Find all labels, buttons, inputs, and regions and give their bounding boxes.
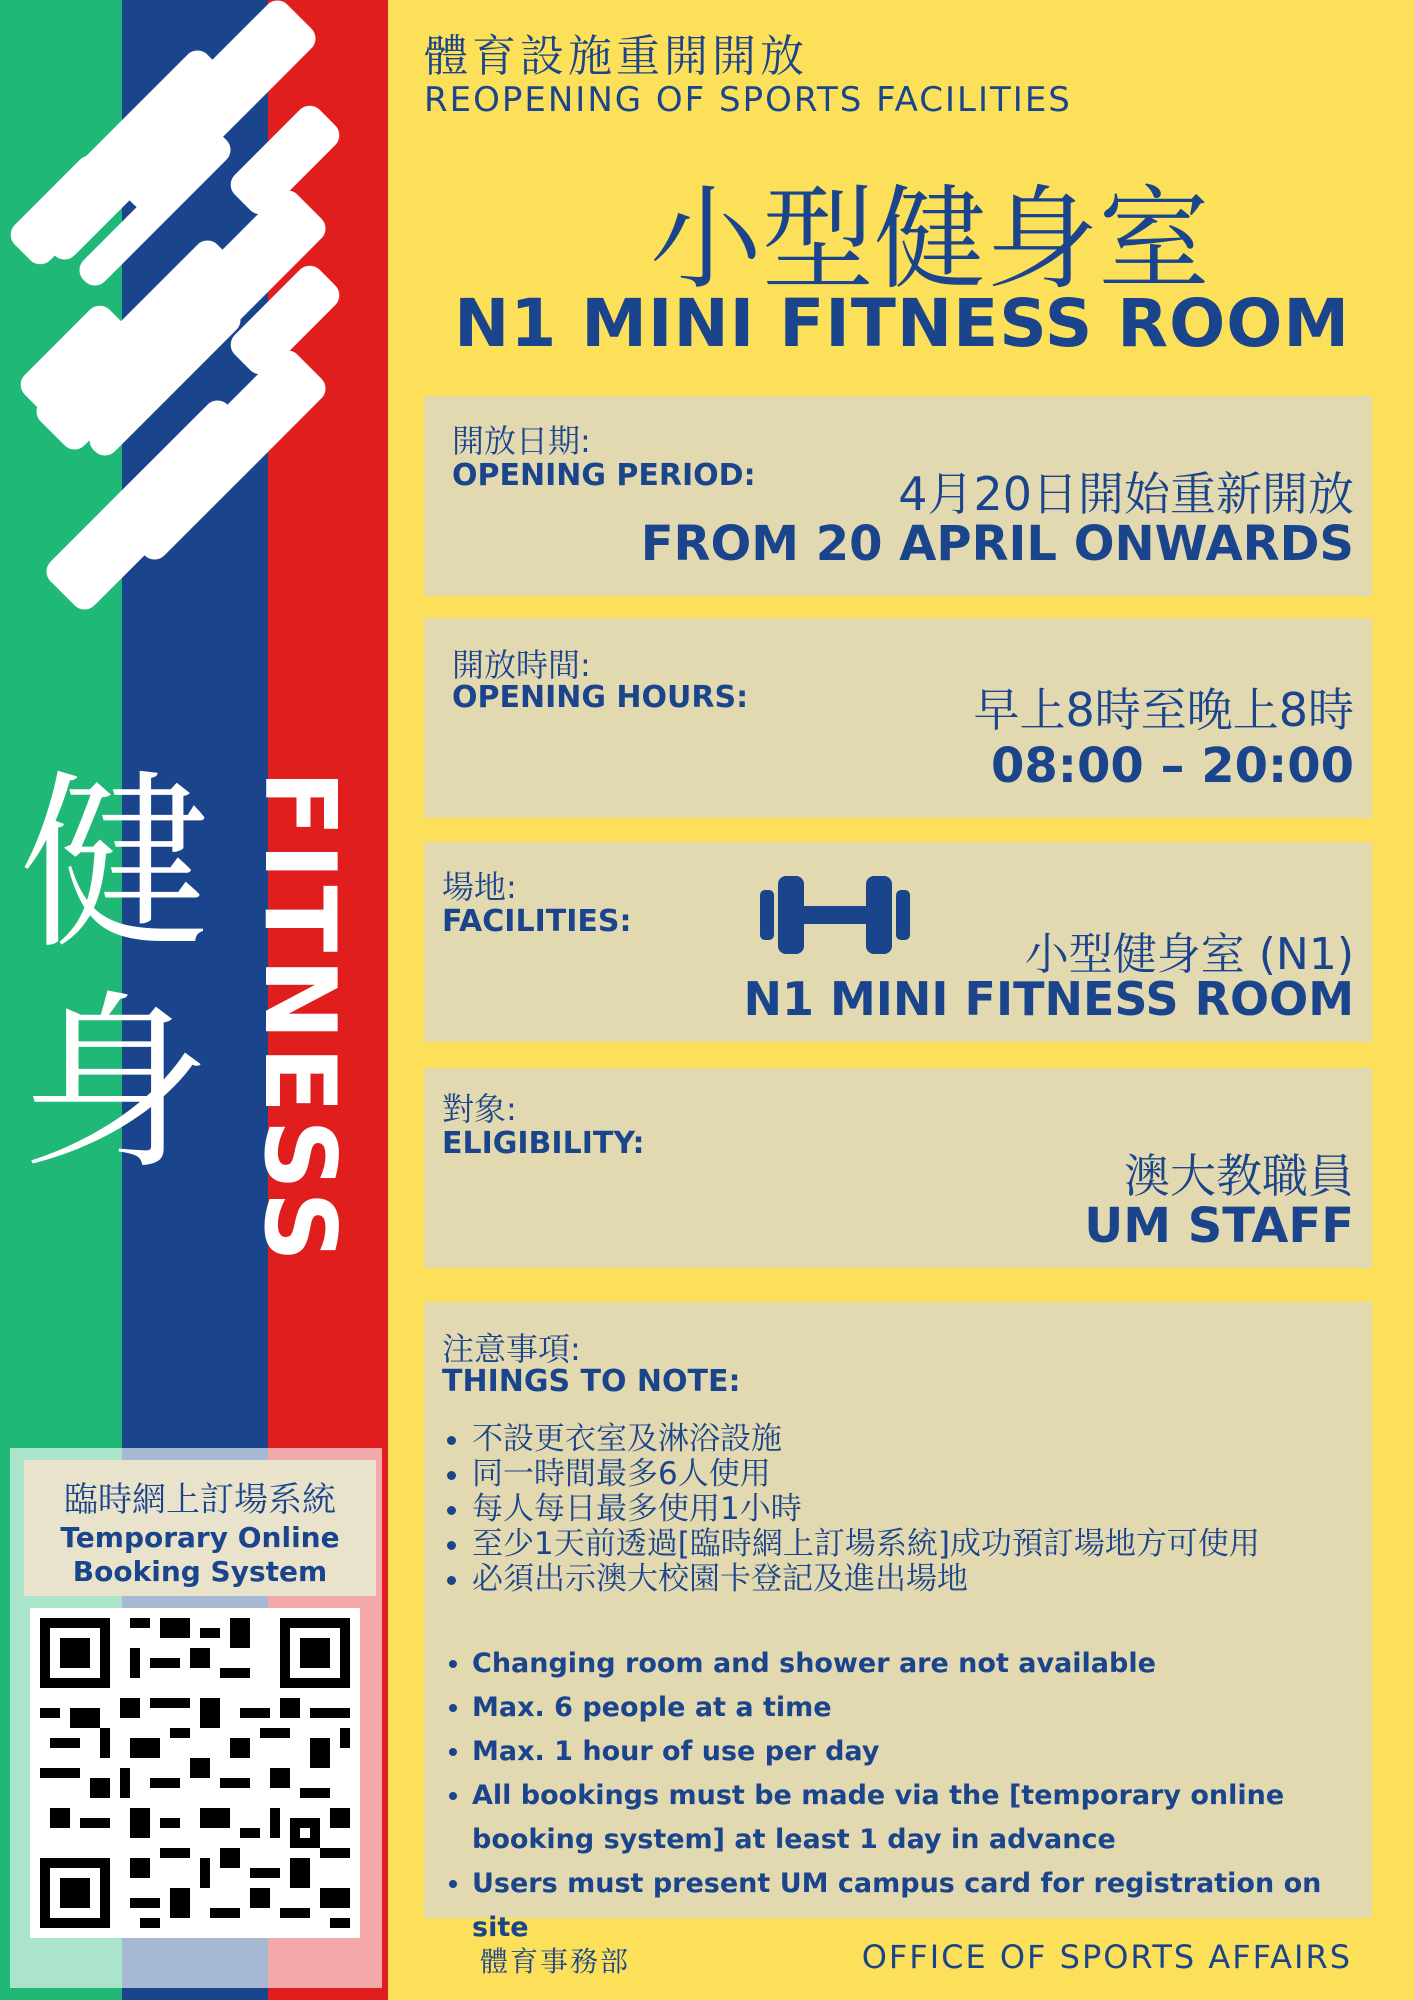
page-title-en: N1 MINI FITNESS ROOM: [454, 285, 1350, 362]
opening-hours-section: [424, 618, 1372, 818]
list-item: • 不設更衣室及淋浴設施: [472, 1422, 1260, 1457]
list-item: • 至少1天前透過[臨時網上訂場系統]成功預訂場地方可使用: [472, 1527, 1260, 1562]
list-item: • Max. 1 hour of use per day: [472, 1730, 1342, 1774]
opening-hours-value-zh: 早上8時至晚上8時: [973, 683, 1354, 737]
facilities-value-zh: 小型健身室 (N1): [1024, 929, 1354, 980]
vertical-char-2: 身: [20, 974, 211, 1195]
list-item: • Users must present UM campus card for registration on site: [472, 1862, 1342, 1950]
eligibility-label-en: ELIGIBILITY:: [442, 1126, 645, 1161]
notes-list-en: [440, 1642, 1342, 1950]
list-item: • All bookings must be made via the [temporary online booking system] at least 1 day in advance: [472, 1774, 1342, 1862]
eligibility-section: [424, 1068, 1372, 1268]
opening-hours-label-en: OPENING HOURS:: [452, 680, 749, 715]
list-item: • Max. 6 people at a time: [472, 1686, 1342, 1730]
list-item: • 必須出示澳大校園卡登記及進出場地: [472, 1562, 1260, 1597]
opening-period-value-en: FROM 20 APRIL ONWARDS: [640, 516, 1354, 572]
qr-code-graphic: [30, 1608, 360, 1938]
facilities-value-en: N1 MINI FITNESS ROOM: [743, 972, 1354, 1026]
qr-title-zh: 臨時網上訂場系統: [64, 1480, 336, 1520]
opening-hours-value-en: 08:00 – 20:00: [991, 738, 1354, 794]
eligibility-value-en: UM STAFF: [1084, 1198, 1354, 1254]
list-item: • 同一時間最多6人使用: [472, 1457, 1260, 1492]
eligibility-label-zh: 對象:: [442, 1090, 517, 1128]
list-item: • Changing room and shower are not available: [472, 1642, 1342, 1686]
fitness-vertical-text: FITNESS: [242, 770, 356, 1268]
notes-label-zh: 注意事項:: [442, 1330, 581, 1368]
notes-list-zh: [440, 1422, 1260, 1597]
vertical-char-1: 健: [20, 754, 211, 975]
facilities-label-zh: 場地:: [442, 868, 517, 906]
opening-period-section: [424, 396, 1372, 596]
dumbbell-icon: [760, 872, 910, 958]
list-item: • 每人每日最多使用1小時: [472, 1492, 1260, 1527]
opening-period-value-zh: 4月20日開始重新開放: [898, 467, 1354, 521]
facilities-section: [424, 842, 1372, 1042]
page-title-zh: 小型健身室: [650, 175, 1210, 305]
facilities-label-en: FACILITIES:: [442, 904, 632, 939]
footer-en: OFFICE OF SPORTS AFFAIRS: [861, 1938, 1352, 1976]
opening-period-label-zh: 開放日期:: [452, 422, 591, 460]
notes-label-en: THINGS TO NOTE:: [442, 1364, 741, 1399]
qr-title-en-2: Booking System: [72, 1555, 328, 1588]
qr-code[interactable]: [30, 1608, 360, 1938]
notes-section: [424, 1302, 1372, 1943]
header-zh: 體育設施重開開放: [424, 31, 808, 82]
qr-title-en-1: Temporary Online: [60, 1521, 340, 1554]
eligibility-value-zh: 澳大教職員: [1124, 1149, 1354, 1203]
opening-hours-label-zh: 開放時間:: [452, 646, 591, 684]
header-en: REOPENING OF SPORTS FACILITIES: [424, 80, 1072, 120]
opening-period-label-en: OPENING PERIOD:: [452, 458, 756, 493]
footer-zh: 體育事務部: [480, 1945, 631, 1978]
qr-title: [24, 1460, 376, 1596]
